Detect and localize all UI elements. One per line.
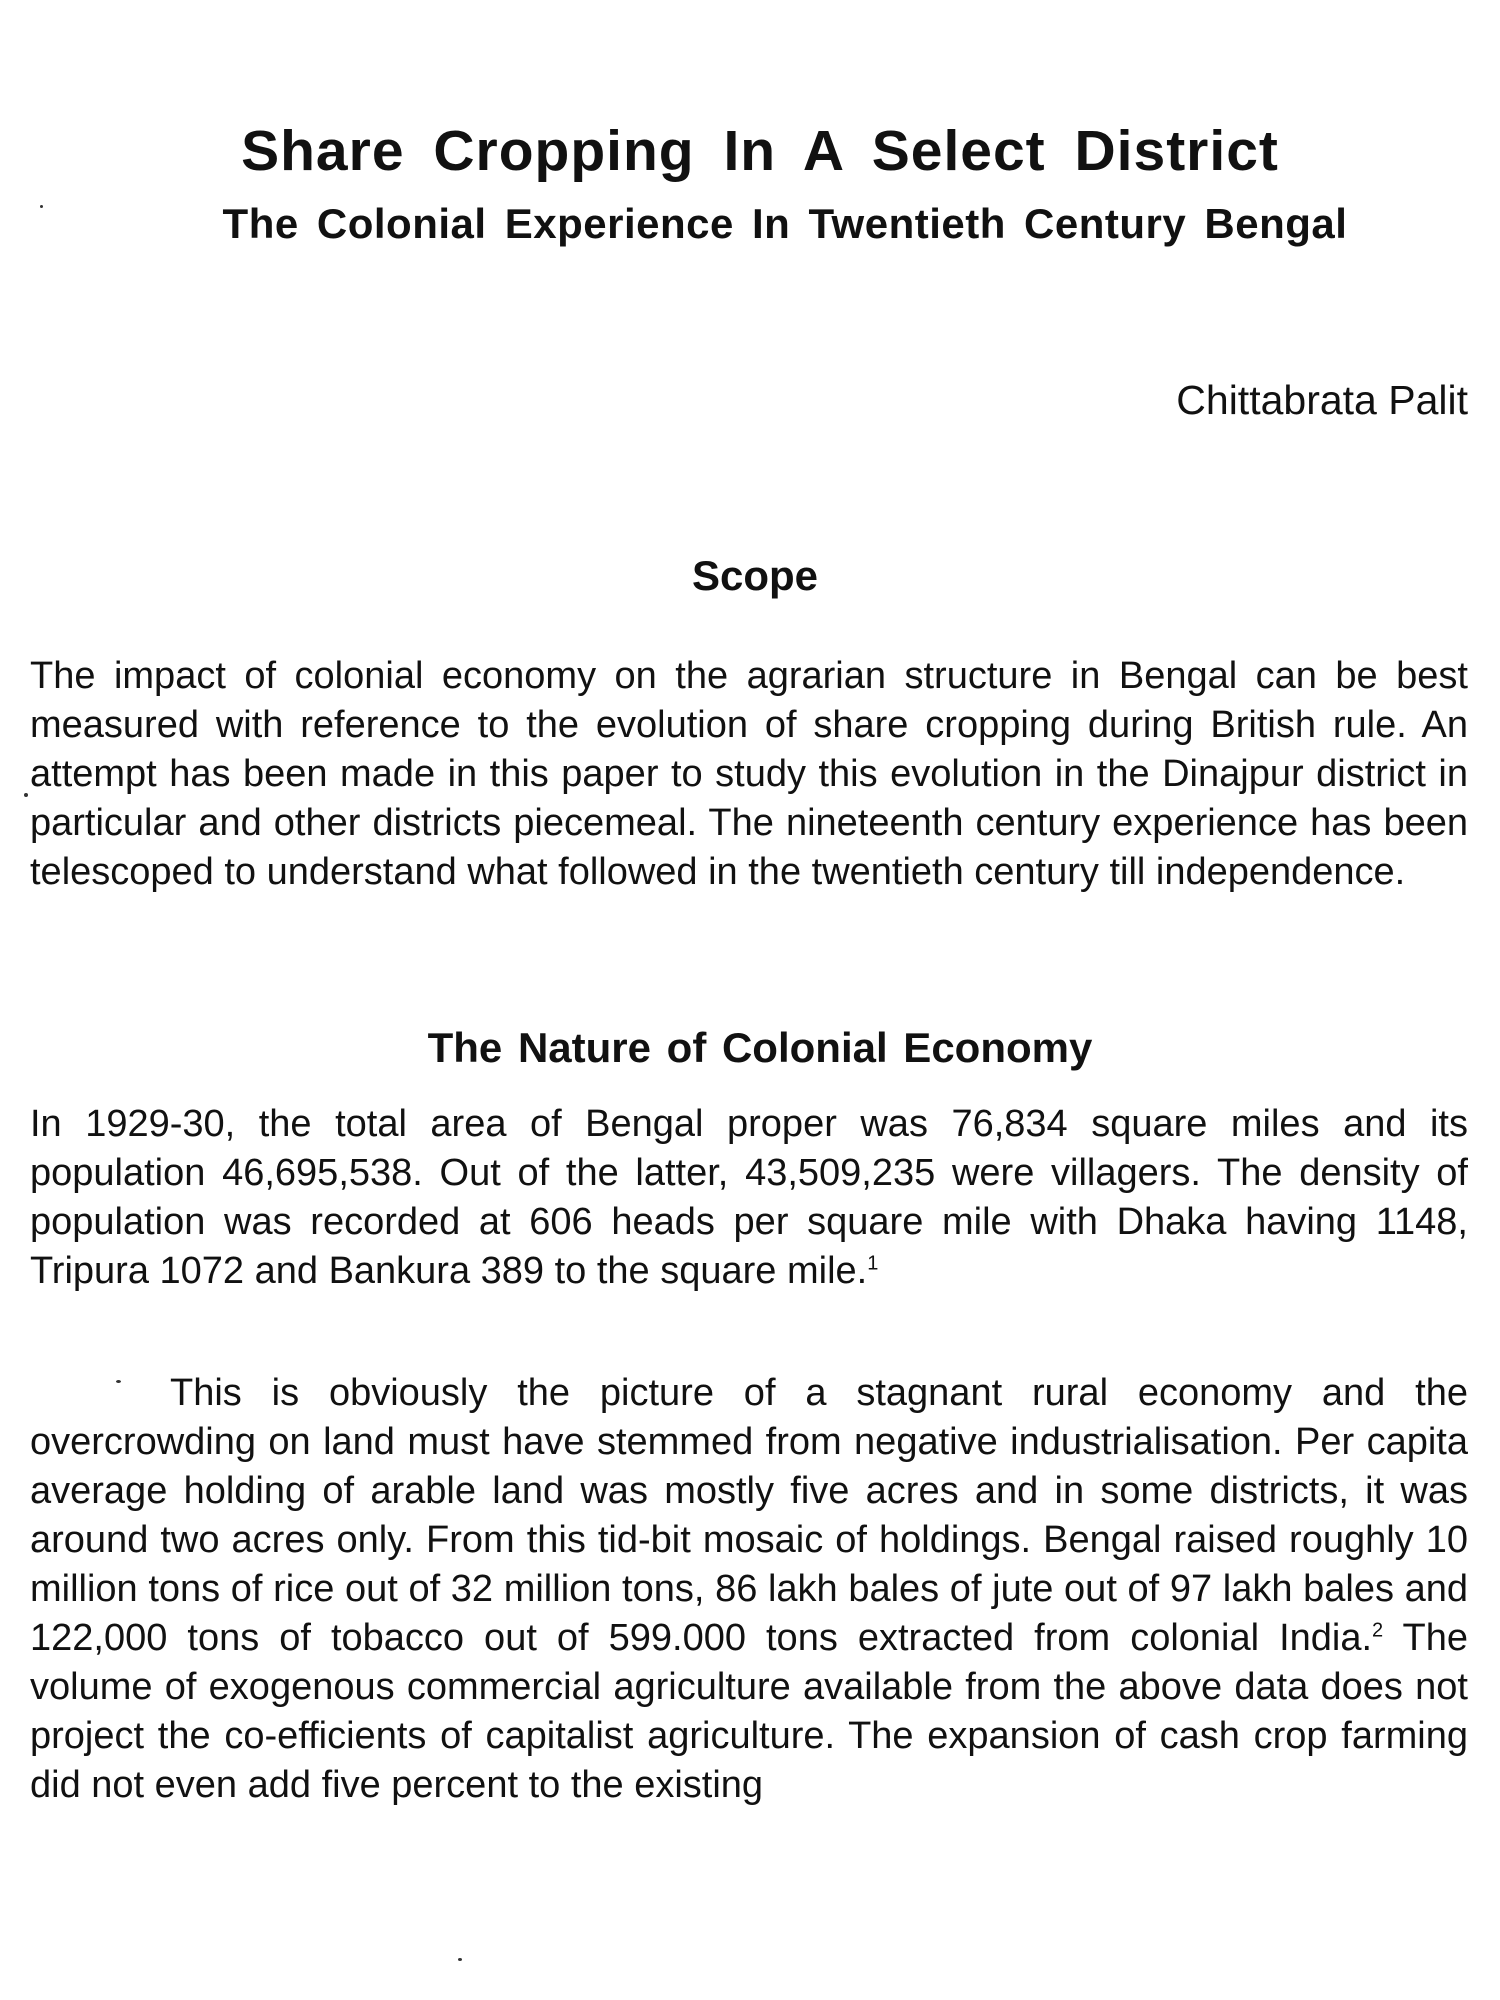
section-heading-colonial-economy: The Nature of Colonial Economy [427, 1024, 1093, 1071]
footnote-marker-1: 1 [867, 1252, 879, 1275]
footnote-marker-2: 2 [1372, 1619, 1384, 1642]
colonial-economy-paragraph-2 [30, 1369, 1468, 1810]
colonial-economy-paragraph-1 [30, 1100, 1468, 1296]
author-name: Chittabrata Palit [1176, 377, 1468, 423]
section-heading-scope: Scope [691, 552, 819, 599]
document-subtitle: The Colonial Experience In Twentieth Century Bengal [222, 200, 1348, 247]
scan-speck [458, 1958, 462, 1961]
document-title: Share Cropping In A Select District [241, 119, 1279, 183]
paragraph-text: In 1929-30, the total area of Bengal proper was 76,834 square miles and its population 46,695,538. Out of the latter, 43,509,235 were villagers. The density of population was recorded at 606 heads per square mile with Dhaka having 1148, Tripura 1072 and Bankura 389 to the square mile. [30, 1103, 1468, 1292]
scan-speck [116, 1380, 121, 1383]
paragraph-text-part-1: This is obviously the picture of a stagnant rural economy and the overcrowding on land must have stemmed from negative industrialisation. Per capita average holding of arable land was mostly five acres and in some districts, it was around two acres only. From this tid-bit mosaic of holdings. Bengal raised roughly 10 million tons of rice out of 32 million tons, 86 lakh bales of jute out of 97 lakh bales and 122,000 tons of tobacco out of 599.000 tons extracted from colonial India. [30, 1372, 1468, 1659]
scan-speck [24, 793, 28, 797]
scope-paragraph: The impact of colonial economy on the agrarian structure in Bengal can be best measured with reference to the evolution of share cropping during British rule. An attempt has been made in this paper to study this evolution in the Dinajpur district in particular and other districts piecemeal. The nineteenth century experience has been telescoped to understand what followed in the twentieth century till independence. [30, 655, 1468, 893]
scan-speck [40, 205, 43, 208]
paragraph-text-part-2: The volume of exogenous commercial agriculture available from the above data does not project the co-efficients of capitalist agriculture. The expansion of cash crop farming did not even add five percent to the existing [30, 1617, 1468, 1806]
